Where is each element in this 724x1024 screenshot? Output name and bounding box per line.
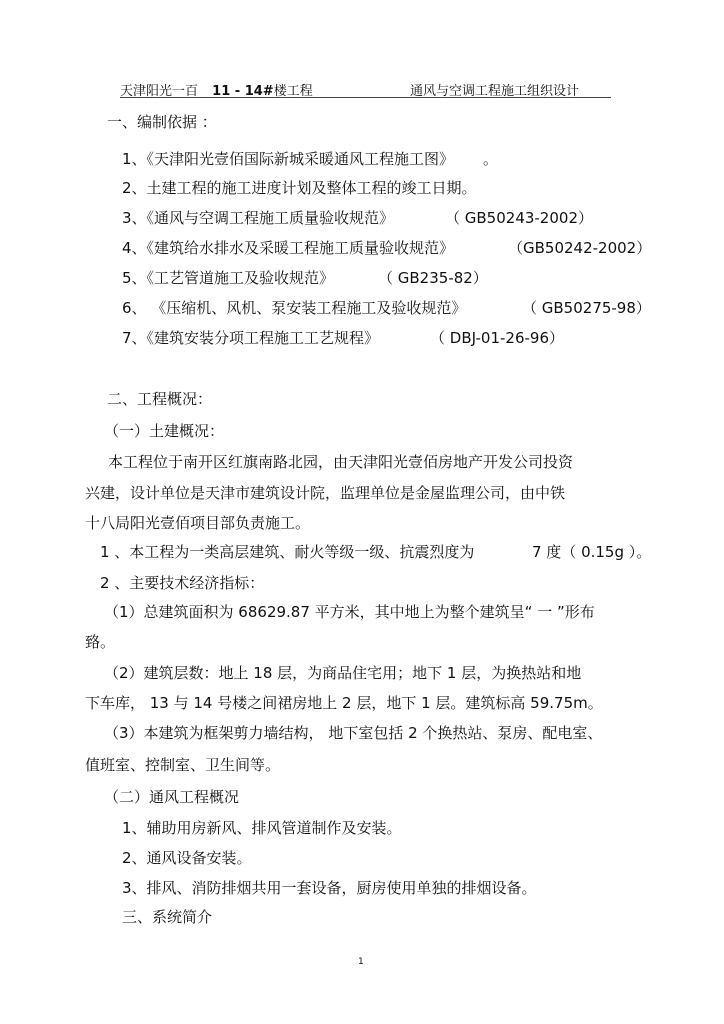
ref-code-5: （ GB235-82）	[378, 269, 488, 287]
overview-paragraph-line: 本工程位于南开区红旗南路北园，由天津阳光壹佰房地产开发公司投资	[108, 453, 574, 471]
header-rule	[120, 97, 611, 98]
overview-paragraph-line: 兴建，设计单位是天津市建筑设计院，监理单位是金屋监理公司，由中铁	[85, 484, 566, 502]
section2-heading: 二、工程概况：	[107, 390, 213, 408]
header-doc-title: 通风与空调工程施工组织设计	[410, 84, 580, 99]
ref-text-5: 5、《工艺管道施工及验收规范》	[122, 269, 335, 287]
header-project-suffix: 楼工程	[273, 84, 313, 99]
ref-code-1: 。	[483, 150, 499, 168]
indicator1-line: 臵。	[85, 633, 116, 651]
item1-value: 7 度（ 0.15g ）。	[532, 543, 652, 561]
section1-heading: 一、编制依据 ：	[107, 113, 217, 131]
ref-text-7: 7、《建筑安装分项工程施工工艺规程》	[122, 329, 380, 347]
indicator3-line: （3）本建筑为框架剪力墙结构， 地下室包括 2 个换热站、泵房、配电室、	[104, 724, 603, 742]
ref-text-3: 3、《通风与空调工程施工质量验收规范》	[122, 209, 395, 227]
item2-text: 2 、主要技术经济指标：	[100, 574, 265, 592]
item1-text: 1 、本工程为一类高层建筑、耐火等级一级、抗震烈度为	[100, 543, 475, 561]
subsection-ventilation-heading: （二）通风工程概况	[104, 788, 240, 806]
section3-heading: 三、系统简介	[122, 908, 213, 926]
ventilation-item: 1、辅助用房新风、排风管道制作及安装。	[122, 819, 402, 837]
subsection-civil-heading: （一）土建概况：	[104, 422, 225, 440]
overview-paragraph-line: 十八局阳光壹佰项目部负责施工。	[85, 514, 311, 532]
ventilation-item: 2、通风设备安装。	[122, 849, 252, 867]
indicator3-line: 值班室、控制室、卫生间等。	[85, 756, 281, 774]
ref-code-6: （ GB50275-98）	[522, 299, 651, 317]
ref-code-4: （GB50242-2002）	[508, 239, 652, 257]
ventilation-item: 3、排风、消防排烟共用一套设备，厨房使用单独的排烟设备。	[122, 879, 537, 897]
indicator2-line: 下车库， 13 与 14 号楼之间裙房地上 2 层，地下 1 层。建筑标高 59.75m。	[85, 694, 603, 712]
ref-text-2: 2、土建工程的施工进度计划及整体工程的竣工日期。	[122, 179, 477, 197]
ref-code-7: （ DBJ-01-26-96）	[430, 329, 564, 347]
header-building-range: 11 - 14#	[212, 84, 274, 99]
indicator1-line: （1）总建筑面积为 68629.87 平方米，其中地上为整个建筑呈“ 一 ”形布	[104, 603, 595, 621]
page-number: 1	[358, 957, 364, 967]
ref-code-3: （ GB50243-2002）	[445, 209, 593, 227]
ref-text-4: 4、《建筑给水排水及采暖工程施工质量验收规范》	[122, 239, 455, 257]
indicator2-line: （2）建筑层数：地上 18 层，为商品住宅用；地下 1 层，为换热站和地	[104, 664, 582, 682]
ref-text-1: 1、《天津阳光壹佰国际新城采暖通风工程施工图》	[122, 150, 455, 168]
ref-text-6: 6、 《压缩机、风机、泵安装工程施工及验收规范》	[122, 299, 467, 317]
header-project-name: 天津阳光一百	[120, 84, 199, 99]
